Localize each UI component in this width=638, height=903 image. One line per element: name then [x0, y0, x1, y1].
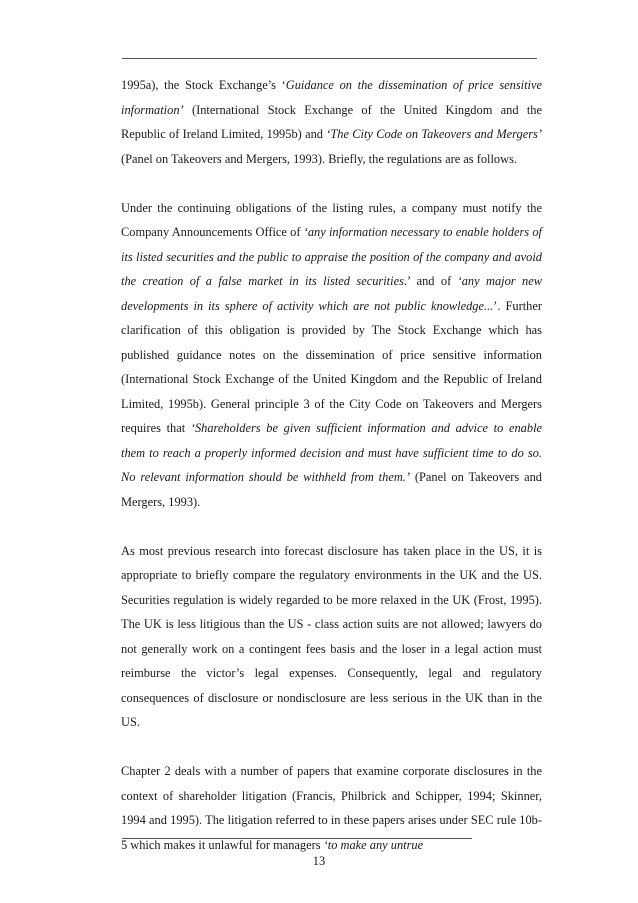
text-run: As most previous research into forecast disclosure has taken place in the US, it is appropriate to briefly compare the regulatory environments in the UK and the US. Securities regulation is widely regarded to be more relaxed in the UK (Frost, 1995). The UK is less litigious than the US - class action suits are not allowed; lawyers do not generally work on a contingent fees basis and the loser in a legal action must reimburse the victor’s legal expenses. Consequently, legal and regulatory consequences of disclosure or nondisclosure are less serious in the UK than in the US. — [121, 543, 542, 729]
text-run-italic: Guidance on the dissemination of price sensitive information’ — [121, 78, 543, 117]
paragraph — [121, 539, 542, 735]
paragraph — [121, 196, 542, 515]
footer-rule — [122, 838, 472, 839]
text-run: Chapter 2 deals with a number of papers that examine corporate disclosures in the context of shareholder litigation (Francis, Philbrick and Schipper, 1994; Skinner, 1994 and 1995). The litigation referred to in these papers arises under SEC rule 10b-5 which makes it unlawful for managers — [121, 764, 542, 852]
text-run: (International Stock Exchange of the United Kingdom and the Republic of Ireland Limited, 1995b) and — [121, 102, 542, 141]
text-run: (Panel on Takeovers and Mergers, 1993). — [121, 470, 542, 509]
text-run-italic: ‘to make any untrue — [323, 837, 424, 852]
header-rule — [122, 58, 537, 59]
text-run: 1995a), the Stock Exchange’s ‘ — [121, 78, 286, 92]
paragraph — [121, 759, 542, 857]
text-run: .’ and of — [403, 274, 458, 288]
text-run-italic: ‘The City Code on Takeovers and Mergers’ — [326, 127, 542, 141]
text-run-italic: ‘any major new developments in its sphere of activity which are not public knowledge... — [121, 274, 542, 313]
text-run-italic: ‘Shareholders be given sufficient information and advice to enable them to reach a properly informed decision and must have sufficient time to do so. No relevant information should be withheld from them.’ — [121, 421, 543, 484]
paragraph — [121, 73, 542, 171]
text-run: ’. Further clarification of this obligation is provided by The Stock Exchange which has published guidance notes on the dissemination of price sensitive information (International Stock Exchange of the United Kingdom and the Republic of Ireland Limited, 1995b). General principle 3 of the City Code on Takeovers and Mergers requires that — [121, 298, 542, 435]
text-run-italic: ‘any information necessary to enable holders of its listed securities and the public to appraise the position of the company and avoid the creation of a false market in its listed securities — [121, 225, 543, 288]
page-number: 13 — [312, 854, 326, 868]
body-text — [121, 73, 542, 857]
text-run: Under the continuing obligations of the listing rules, a company must notify the Company Announcements Office of — [121, 200, 542, 239]
text-run: (Panel on Takeovers and Mergers, 1993). Briefly, the regulations are as follows. — [121, 151, 517, 166]
